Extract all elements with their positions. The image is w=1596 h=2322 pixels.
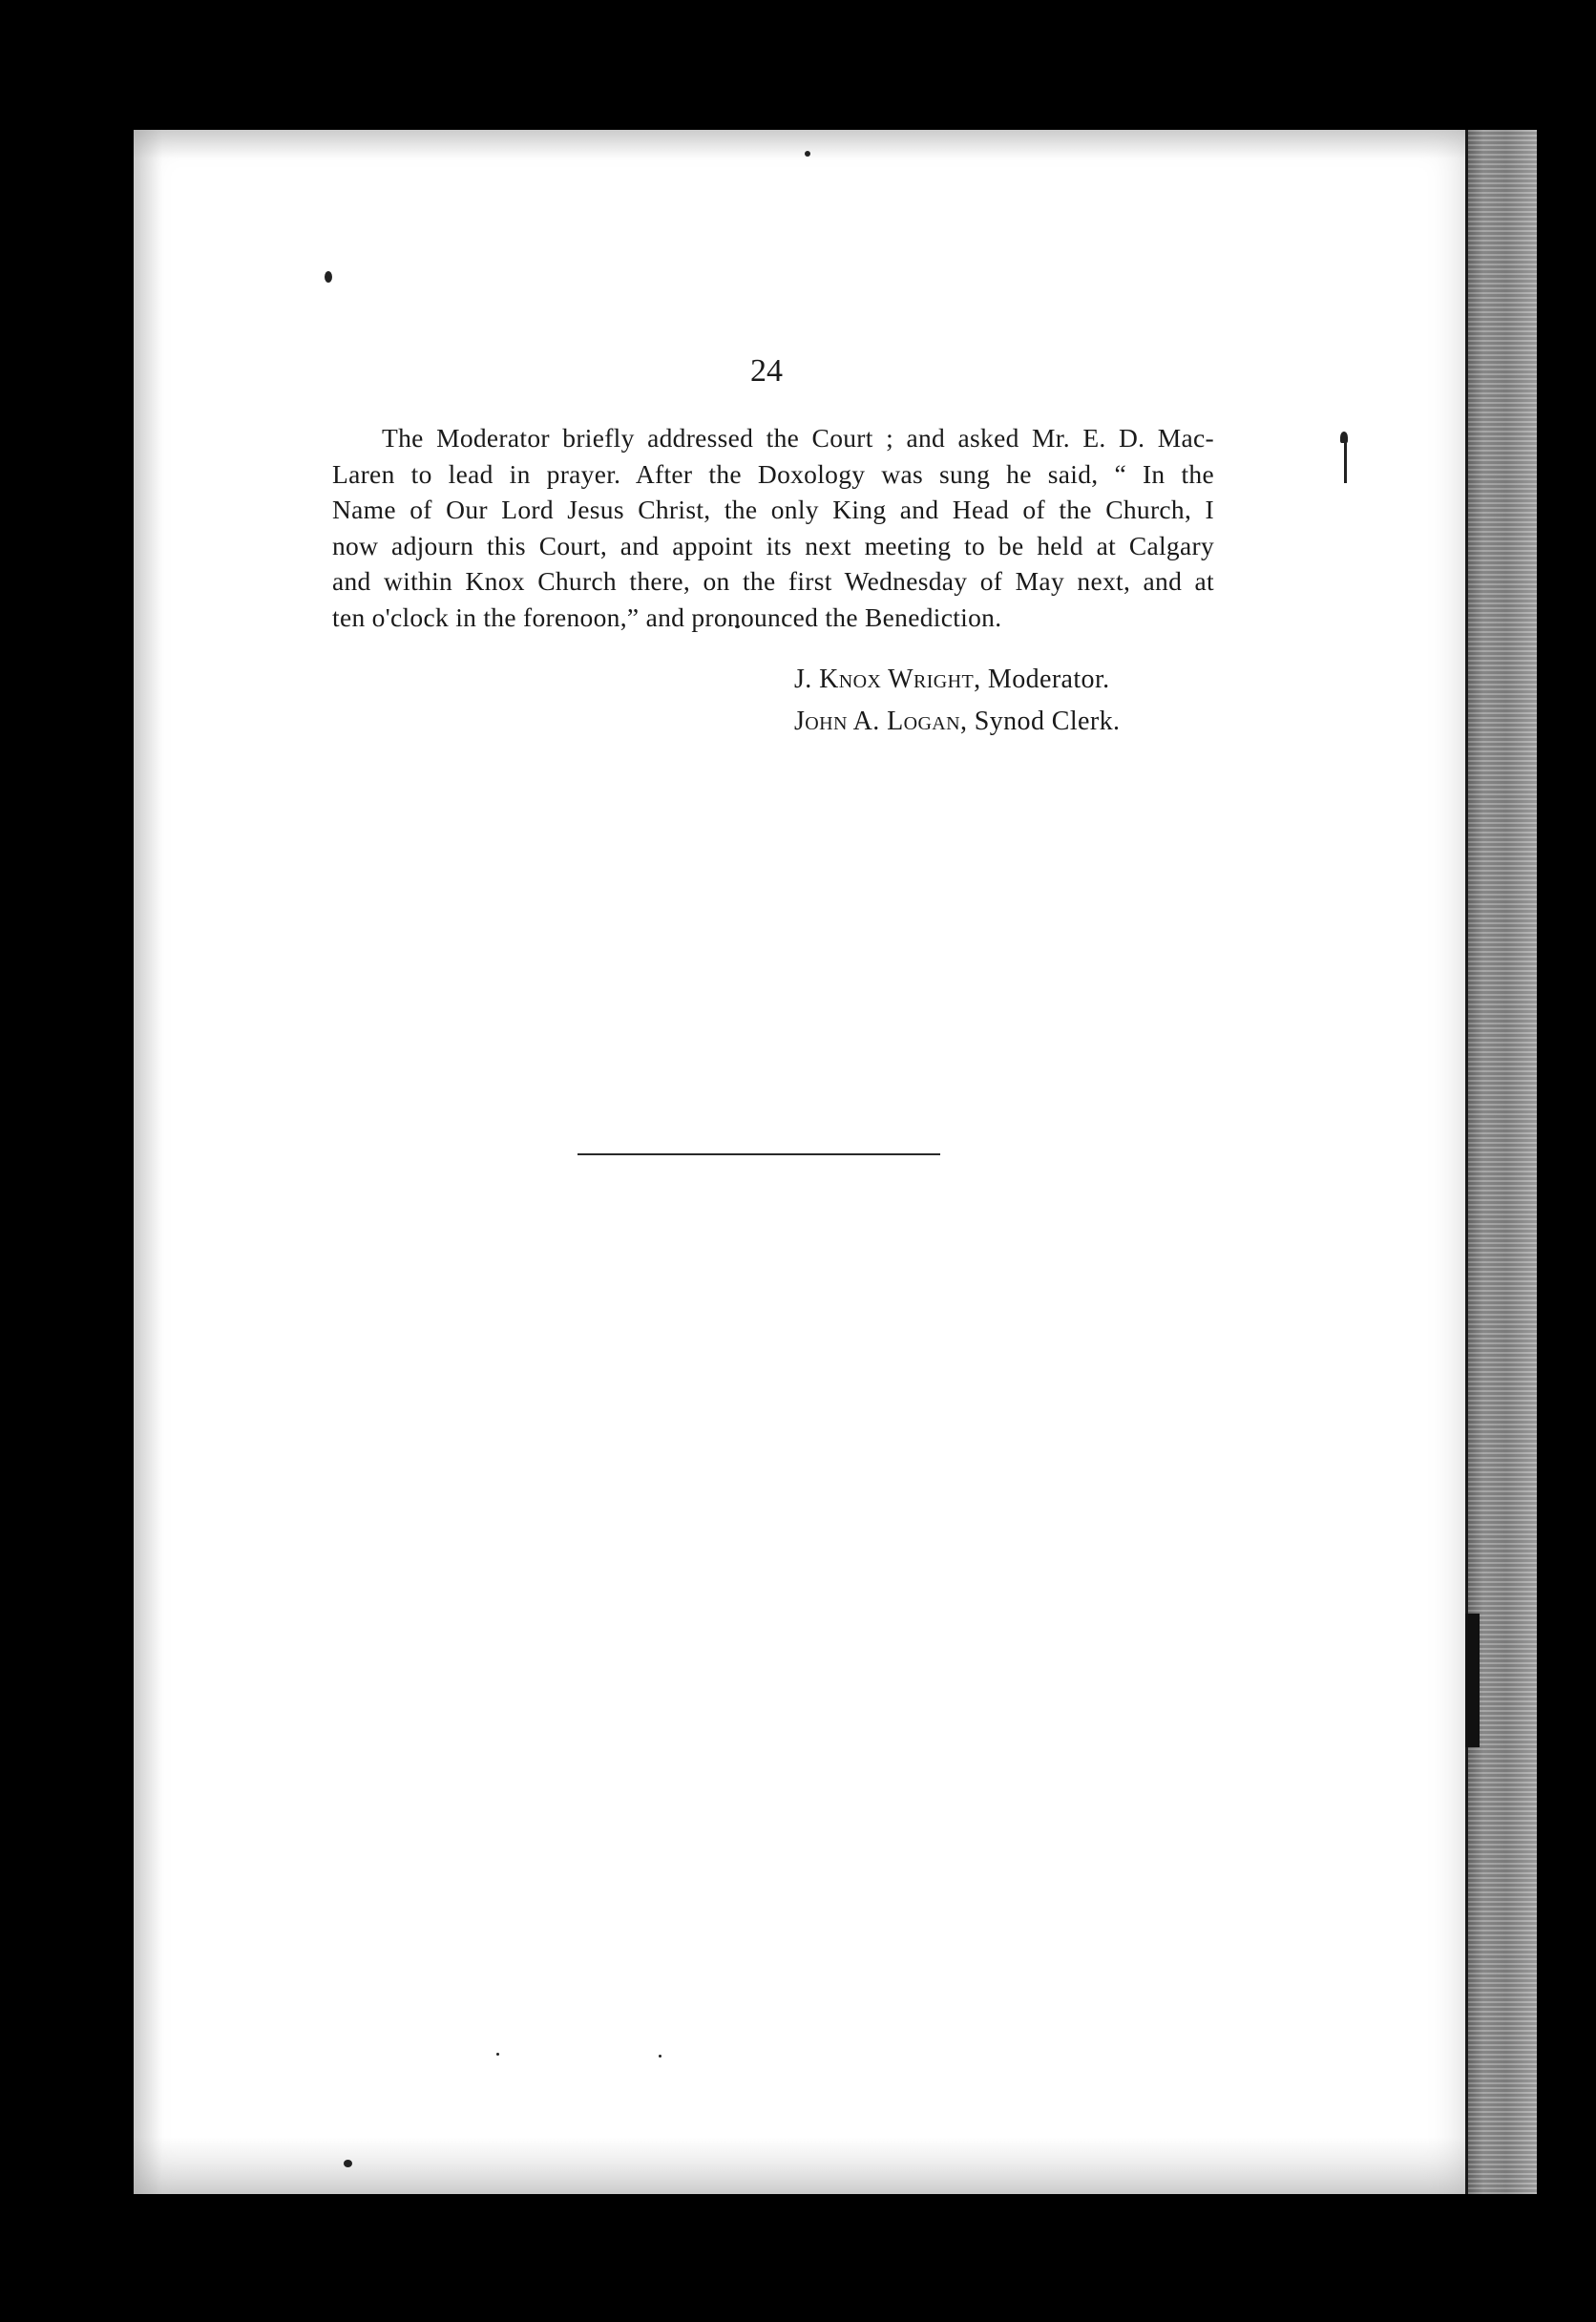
cover-edge <box>1460 130 1537 2194</box>
print-speck <box>344 2160 352 2167</box>
paragraph-line: Laren to lead in prayer. After the Doxology was sung he said, “ In the <box>332 458 1214 489</box>
section-divider-rule <box>578 1153 940 1155</box>
moderator-initial: J. <box>794 665 820 694</box>
print-speck <box>659 2055 662 2058</box>
closing-paragraph <box>332 420 1214 635</box>
paragraph-line: Name of Our Lord Jesus Christ, the only King and Head of the Church, I <box>332 495 1214 524</box>
print-speck <box>805 151 810 157</box>
moderator-title: , Moderator. <box>974 665 1110 694</box>
moderator-name: Knox Wright <box>819 665 975 694</box>
page-number: 24 <box>750 353 783 389</box>
margin-mark <box>1344 433 1347 483</box>
paragraph-line: ten o'clock in the forenoon,” and pronounced the Benediction. <box>332 602 1002 632</box>
paragraph-line: and within Knox Church there, on the first Wednesday of May next, and at <box>332 566 1214 596</box>
clerk-name: John A. Logan <box>794 707 960 736</box>
moderator-signature <box>794 659 1120 701</box>
print-speck <box>325 271 332 283</box>
print-speck <box>496 2053 499 2056</box>
paragraph-line: The Moderator briefly addressed the Court ; and asked Mr. E. D. Mac- <box>382 423 1214 453</box>
clerk-signature <box>794 701 1120 743</box>
paragraph-line: now adjourn this Court, and appoint its next meeting to be held at Calgary <box>332 530 1214 560</box>
clerk-title: , Synod Clerk. <box>959 707 1121 736</box>
signature-block <box>794 659 1120 743</box>
